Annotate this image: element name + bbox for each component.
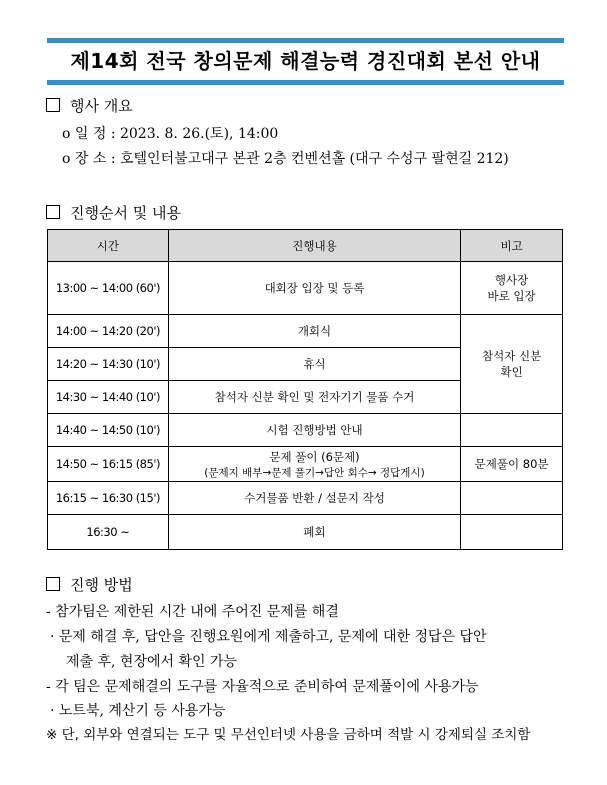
overview-date: o 일 정 : 2023. 8. 26.(토), 14:00	[62, 126, 279, 142]
row-note	[461, 315, 563, 414]
header-note: 비고	[461, 230, 563, 262]
method-line-1: - 참가팀은 제한된 시간 내에 주어진 문제를 해결	[46, 604, 339, 620]
header-time: 시간	[48, 230, 169, 262]
row-time: 13:00 ~ 14:00 (60')	[48, 262, 169, 315]
method-line-2: · 문제 해결 후, 답안을 진행요원에게 제출하고, 문제에 대한 정답은 답안	[50, 629, 487, 645]
title-rule-bottom	[47, 80, 564, 85]
section-method-label: 진행 방법	[70, 576, 133, 594]
row-content: 참석자 신분 확인 및 전자기기 물품 수거	[168, 381, 460, 414]
row-time: 14:30 ~ 14:40 (10')	[48, 381, 169, 414]
checkbox-square-icon	[46, 98, 60, 112]
row-time: 14:50 ~ 16:15 (85')	[48, 447, 169, 482]
table-row	[48, 414, 563, 447]
method-line-5: · 노트북, 계산기 등 사용가능	[50, 703, 226, 719]
row-note	[461, 262, 563, 315]
table-row	[48, 262, 563, 315]
method-line-3: 제출 후, 현장에서 확인 가능	[66, 654, 238, 670]
method-line-4: - 각 팀은 문제해결의 도구를 자율적으로 준비하여 문제풀이에 사용가능	[46, 679, 479, 695]
row-content: 대회장 입장 및 등록	[168, 262, 460, 315]
row-note: 문제풀이 80분	[461, 447, 563, 482]
row-note	[461, 414, 563, 447]
section-schedule-label: 진행순서 및 내용	[70, 204, 181, 222]
method-note: ※ 단, 외부와 연결되는 도구 및 무선인터넷 사용을 금하며 적발 시 강제퇴실 조치함	[46, 727, 531, 743]
section-overview-label: 행사 개요	[70, 97, 133, 115]
table-row	[48, 447, 563, 482]
section-overview-heading	[46, 95, 133, 116]
row-content	[168, 447, 460, 482]
row-content-sub: (문제지 배부→문제 풀기→답안 회수→ 정답게시)	[204, 466, 425, 479]
row-time: 14:40 ~ 14:50 (10')	[48, 414, 169, 447]
table-header-row	[48, 230, 563, 262]
row-content: 폐회	[168, 515, 460, 550]
checkbox-square-icon	[46, 205, 60, 219]
row-time: 16:30 ~	[48, 515, 169, 550]
table-row	[48, 315, 563, 348]
overview-place: o 장 소 : 호텔인터불고대구 본관 2층 컨벤션홀 (대구 수성구 팔현길 212)	[62, 151, 509, 167]
row-note-text: 행사장 바로 입장	[487, 273, 536, 303]
section-method-heading	[46, 574, 133, 595]
row-content: 시험 진행방법 안내	[168, 414, 460, 447]
table-row	[48, 482, 563, 515]
schedule-table	[47, 229, 563, 550]
header-content: 진행내용	[168, 230, 460, 262]
row-time: 16:15 ~ 16:30 (15')	[48, 482, 169, 515]
row-content: 휴식	[168, 348, 460, 381]
row-time: 14:20 ~ 14:30 (10')	[48, 348, 169, 381]
row-note	[461, 515, 563, 550]
row-note	[461, 482, 563, 515]
table-row	[48, 515, 563, 550]
section-schedule-heading	[46, 202, 181, 223]
checkbox-square-icon	[46, 577, 60, 591]
row-content: 수거물품 반환 / 설문지 작성	[168, 482, 460, 515]
row-content: 개회식	[168, 315, 460, 348]
page-title: 제14회 전국 창의문제 해결능력 경진대회 본선 안내	[70, 49, 541, 73]
row-note-text: 참석자 신분 확인	[481, 349, 542, 379]
row-content-main: 문제 풀이 (6문제)	[269, 449, 360, 464]
row-time: 14:00 ~ 14:20 (20')	[48, 315, 169, 348]
